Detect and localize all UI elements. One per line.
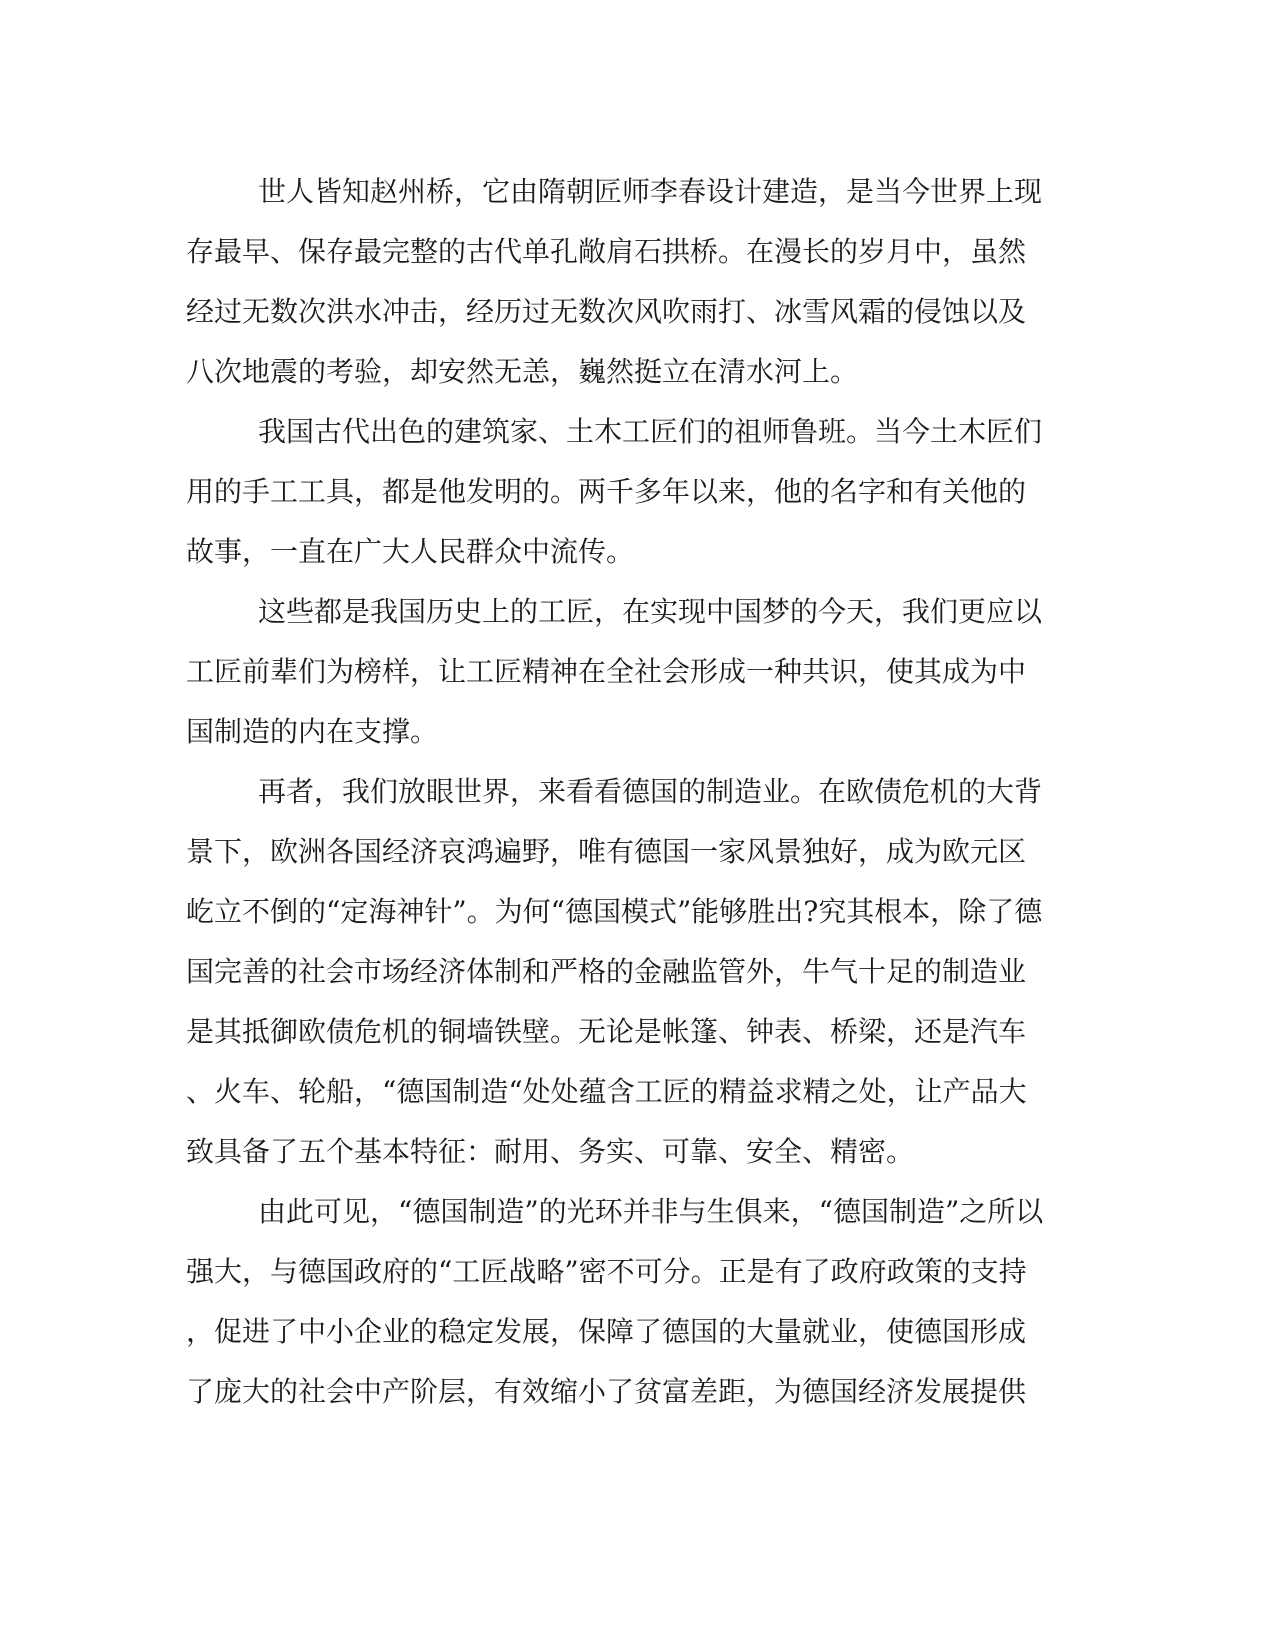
paragraph-line: 国完善的社会市场经济体制和严格的金融监管外，牛气十足的制造业 bbox=[186, 955, 1027, 988]
paragraph-craftsman-strategy bbox=[186, 1182, 1066, 1422]
document-body bbox=[186, 162, 1066, 1422]
paragraph-zhaozhou-bridge bbox=[186, 162, 1066, 402]
paragraph-line: 八次地震的考验，却安然无恙，巍然挺立在清水河上。 bbox=[186, 355, 859, 388]
paragraph-line: 致具备了五个基本特征：耐用、务实、可靠、安全、精密。 bbox=[186, 1135, 915, 1168]
paragraph-line: 世人皆知赵州桥，它由隋朝匠师李春设计建造，是当今世界上现 bbox=[258, 175, 1043, 208]
paragraph-line: 工匠前辈们为榜样，让工匠精神在全社会形成一种共识，使其成为中 bbox=[186, 655, 1027, 688]
paragraph-line: 存最早、保存最完整的古代单孔敞肩石拱桥。在漫长的岁月中，虽然 bbox=[186, 235, 1027, 268]
paragraph-line: 强大，与德国政府的“工匠战略”密不可分。正是有了政府政策的支持 bbox=[186, 1255, 1027, 1288]
paragraph-line: 、火车、轮船，“德国制造“处处蕴含工匠的精益求精之处，让产品大 bbox=[186, 1075, 1027, 1108]
paragraph-craftsman-spirit bbox=[186, 582, 1066, 762]
paragraph-line: 由此可见，“德国制造”的光环并非与生俱来，“德国制造”之所以 bbox=[258, 1195, 1044, 1228]
paragraph-line: 经过无数次洪水冲击，经历过无数次风吹雨打、冰雪风霜的侵蚀以及 bbox=[186, 295, 1027, 328]
paragraph-line: 故事，一直在广大人民群众中流传。 bbox=[186, 535, 635, 568]
paragraph-line: 是其抵御欧债危机的铜墙铁壁。无论是帐篷、钟表、桥梁，还是汽车 bbox=[186, 1015, 1027, 1048]
paragraph-german-manufacturing bbox=[186, 762, 1066, 1182]
paragraph-line: 再者，我们放眼世界，来看看德国的制造业。在欧债危机的大背 bbox=[258, 775, 1043, 808]
paragraph-line: ，促进了中小企业的稳定发展，保障了德国的大量就业，使德国形成 bbox=[186, 1315, 1027, 1348]
paragraph-line: 景下，欧洲各国经济哀鸿遍野，唯有德国一家风景独好，成为欧元区 bbox=[186, 835, 1027, 868]
paragraph-lu-ban bbox=[186, 402, 1066, 582]
paragraph-line: 了庞大的社会中产阶层，有效缩小了贫富差距，为德国经济发展提供 bbox=[186, 1375, 1027, 1408]
paragraph-line: 我国古代出色的建筑家、土木工匠们的祖师鲁班。当今土木匠们 bbox=[258, 415, 1043, 448]
paragraph-line: 屹立不倒的“定海神针”。为何“德国模式”能够胜出?究其根本，除了德 bbox=[186, 895, 1043, 928]
paragraph-line: 国制造的内在支撑。 bbox=[186, 715, 439, 748]
paragraph-line: 用的手工工具，都是他发明的。两千多年以来，他的名字和有关他的 bbox=[186, 475, 1027, 508]
paragraph-line: 这些都是我国历史上的工匠，在实现中国梦的今天，我们更应以 bbox=[258, 595, 1043, 628]
